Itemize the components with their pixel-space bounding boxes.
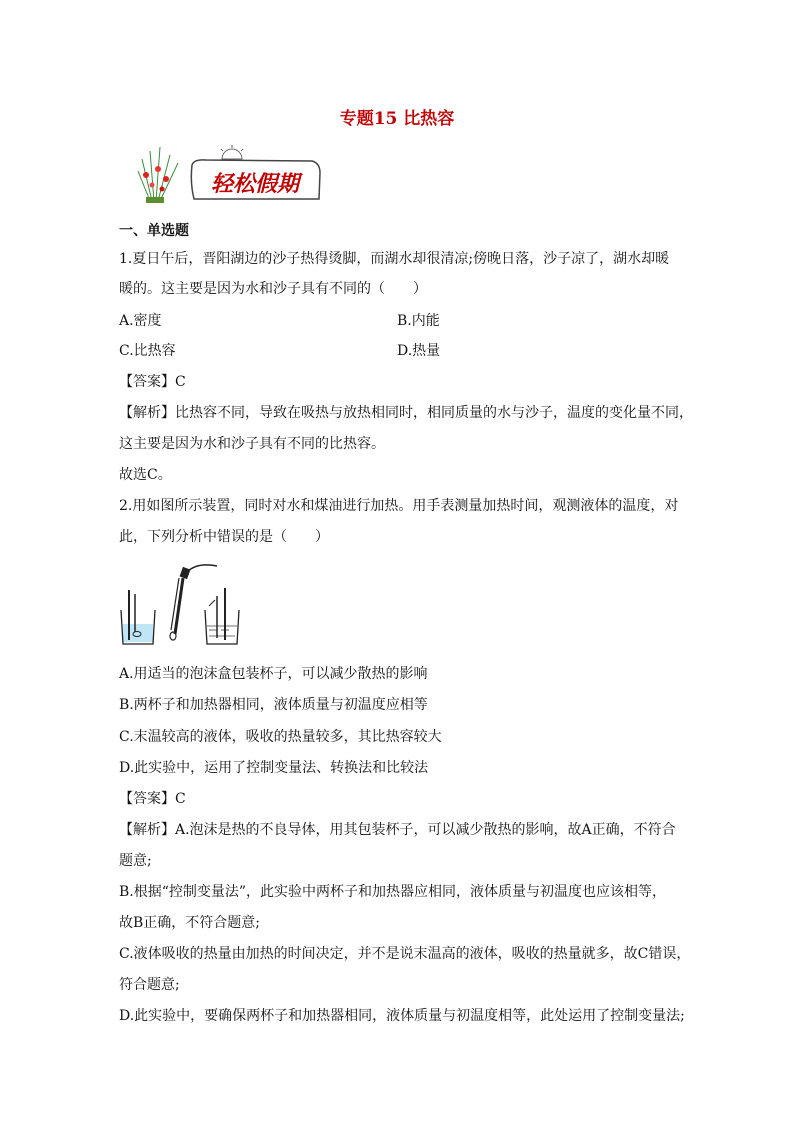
q1-option-d: D.热量 (397, 343, 441, 359)
q1-answer: 【答案】C (119, 374, 186, 390)
q2-analysis-line4: 故B正确，不符合题意; (119, 915, 261, 931)
q1-conclusion: 故选C。 (119, 467, 172, 483)
plant-icon (138, 147, 178, 203)
q2-option-a: A.用适当的泡沫盒包装杯子，可以减少散热的影响 (119, 666, 428, 682)
q1-stem-line2: 暖的。这主要是因为水和沙子具有不同的（ ） (119, 281, 427, 297)
q1-stem-line1: 1.夏日午后，晋阳湖边的沙子热得烫脚，而湖水却很清凉;傍晚日落，沙子凉了，湖水却暖 (119, 251, 670, 267)
q1-option-b: B.内能 (397, 313, 440, 329)
sun-icon (221, 145, 243, 159)
q1-analysis-line2: 这主要是因为水和沙子具有不同的比热容。 (119, 436, 385, 452)
holiday-banner (136, 143, 322, 203)
q1-analysis-line1: 【解析】比热容不同，导致在吸热与放热相同时，相同质量的水与沙子，温度的变化量不同， (119, 405, 693, 421)
page-title: 专题15 比热容 (339, 109, 455, 129)
experiment-apparatus-figure (117, 560, 247, 648)
kerosene-beaker-icon (205, 588, 239, 644)
q2-analysis-line2: 题意; (119, 853, 152, 869)
q2-option-b: B.两杯子和加热器相同，液体质量与初温度应相等 (119, 697, 428, 713)
q2-analysis-line6: 符合题意; (119, 977, 180, 993)
q2-analysis-line1: 【解析】A.泡沫是热的不良导体，用其包装杯子，可以减少散热的影响，故A正确，不符合 (119, 822, 676, 838)
banner-text: 轻松假期 (210, 172, 300, 197)
q2-stem-line1: 2.用如图所示装置，同时对水和煤油进行加热。用手表测量加热时间，观测液体的温度，对 (119, 498, 679, 514)
q2-analysis-line7: D.此实验中，要确保两杯子和加热器相同，液体质量与初温度相等，此处运用了控制变量法; (119, 1008, 685, 1024)
q2-option-d: D.此实验中，运用了控制变量法、转换法和比较法 (119, 760, 429, 776)
q2-stem-line2: 此，下列分析中错误的是（ ） (119, 529, 329, 545)
q2-answer: 【答案】C (119, 791, 186, 807)
q2-option-c: C.末温较高的液体，吸收的热量较多，其比热容较大 (119, 729, 442, 745)
heater-icon (170, 565, 217, 640)
water-beaker-icon (121, 590, 155, 644)
section-heading: 一、单选题 (119, 223, 189, 239)
q2-analysis-line5: C.液体吸收的热量由加热的时间决定，并不是说末温高的液体，吸收的热量就多，故C错误， (119, 946, 691, 962)
q1-option-a: A.密度 (119, 313, 162, 329)
q1-option-c: C.比热容 (119, 343, 176, 359)
q2-analysis-line3: B.根据“控制变量法”，此实验中两杯子和加热器应相同，液体质量与初温度也应该相等， (119, 884, 667, 900)
